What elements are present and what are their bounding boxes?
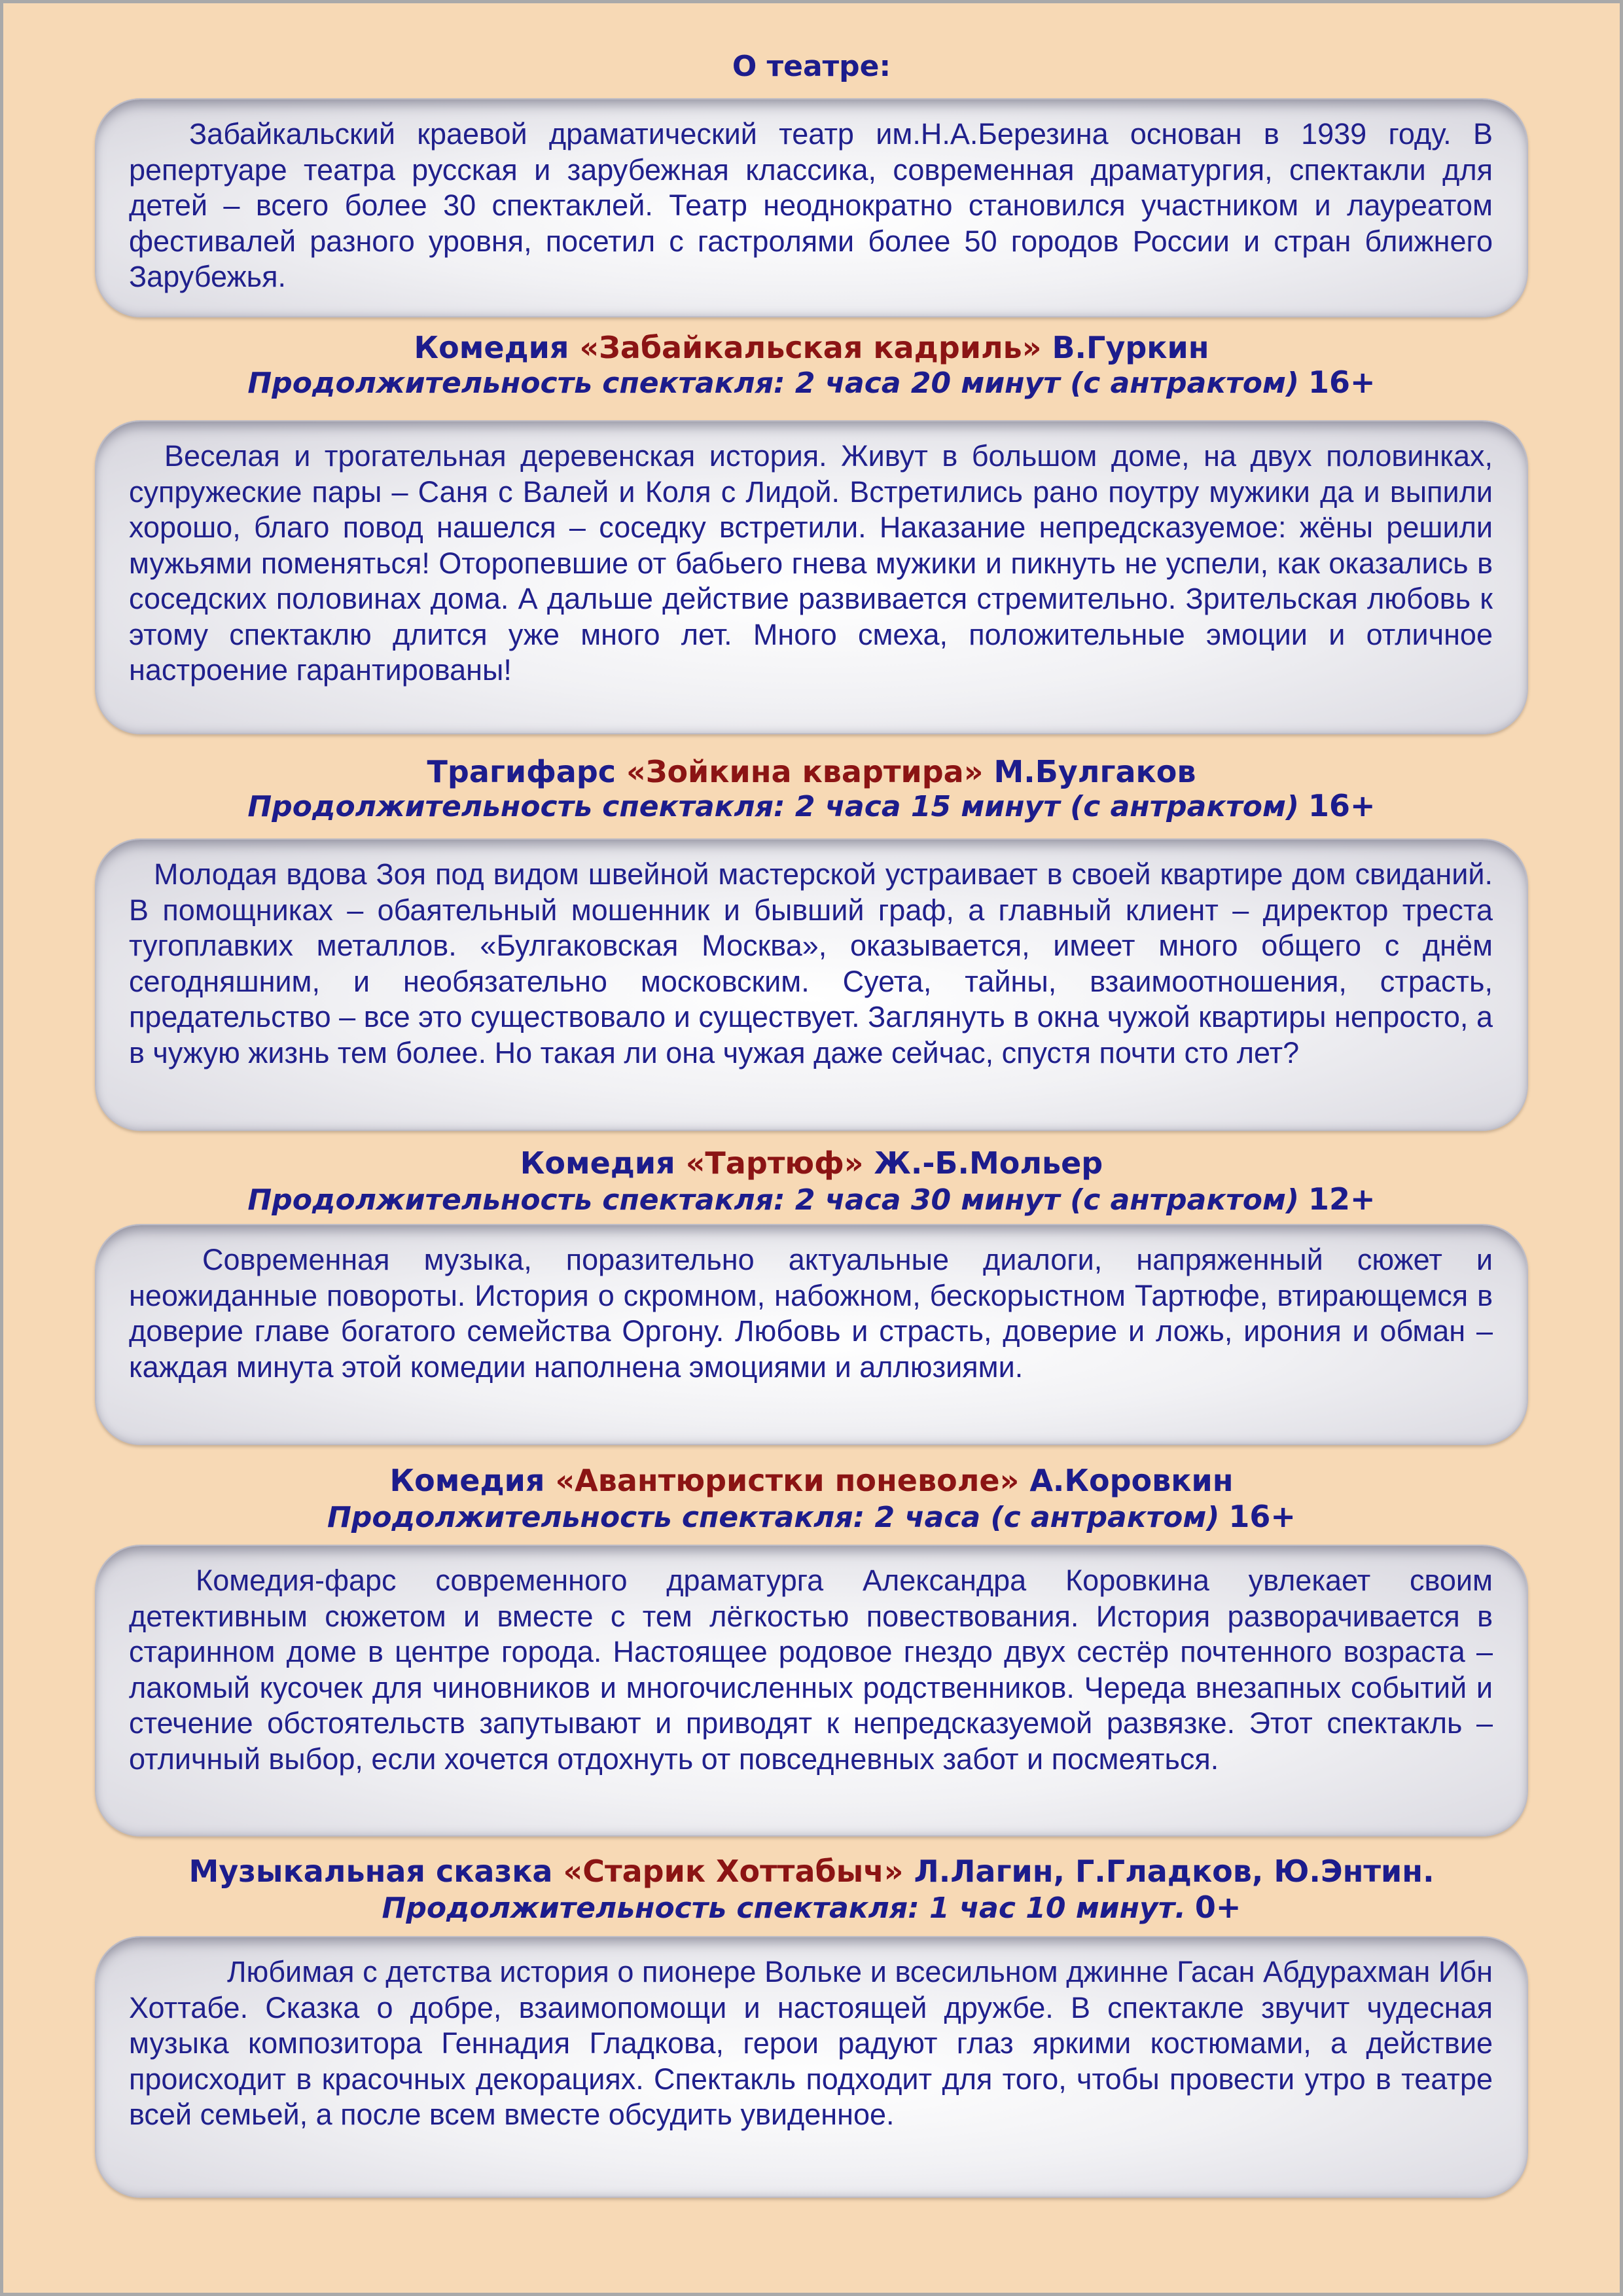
performance-age-rating: 0+ — [1194, 1890, 1241, 1925]
performance-title: «Тартюф» — [685, 1145, 864, 1181]
performance-description: Веселая и трогательная деревенская история. Живут в большом доме, на двух половинках, супружеские пары – Саня с Валей и Коля с Лидой. Встретились рано поутру мужики да и выпили хорошо, благо повод нашелся – соседку встретили. Наказание непредсказуемое: жёны решили мужьями поменяться! Оторопевшие от бабьего гнева мужики и пикнуть не успели, как оказались в соседских половинах дома. А дальше действие развивается стремительно. Зрительская любовь к этому спектаклю длится уже много лет. Много смеха, положительные эмоции и отличное настроение гарантированы! — [129, 439, 1493, 687]
about-panel — [95, 98, 1528, 317]
performance-description-panel — [95, 1224, 1528, 1445]
performance-title: «Старик Хоттабыч» — [563, 1854, 904, 1889]
performance-heading — [0, 753, 1623, 790]
performance-title: «Авантюристки поневоле» — [555, 1463, 1020, 1498]
performance-duration-line — [0, 1181, 1623, 1218]
performance-author: Л.Лагин, Г.Гладков, Ю.Энтин. — [914, 1854, 1435, 1889]
performance-description: Любимая с детства история о пионере Вольке и всесильном джинне Гасан Абдурахман Ибн Хоттабе. Сказка о добре, взаимопомощи и настоящей дружбе. В спектакле звучит чудесная музыка композитора Геннадия Гладкова, герои радуют глаз яркими костюмами, а действие происходит в красочных декорациях. Спектакль подходит для того, чтобы провести утро в театре всей семьей, а после всем вместе обсудить увиденное. — [129, 1955, 1493, 2131]
performance-author: Ж.-Б.Мольер — [874, 1145, 1103, 1181]
performance-title: «Забайкальская кадриль» — [579, 330, 1042, 365]
performance-description: Современная музыка, поразительно актуальные диалоги, напряженный сюжет и неожиданные повороты. История о скромном, набожном, бескорыстном Тартюфе, втирающемся в доверие главе богатого семейства Оргону. Любовь и страсть, доверие и ложь, ирония и обман – каждая минута этой комедии наполнена эмоциями и аллюзиями. — [129, 1243, 1493, 1384]
performance-age-rating: 12+ — [1308, 1181, 1376, 1217]
performance-duration: Продолжительность спектакля: 2 часа (с антрактом) — [327, 1501, 1220, 1534]
about-heading — [0, 48, 1623, 85]
performance-heading — [0, 1853, 1623, 1890]
performance-age-rating: 16+ — [1228, 1499, 1296, 1534]
about-text: Забайкальский краевой драматический театр им.Н.А.Березина основан в 1939 году. В репертуаре театра русская и зарубежная классика, современная драматургия, спектакли для детей – всего более 30 спектаклей. Театр неоднократно становился участником и лауреатом фестивалей разного уровня, посетил с гастролями более 50 городов России и стран ближнего Зарубежья. — [129, 117, 1493, 293]
performance-heading — [0, 329, 1623, 366]
performance-author: А.Коровкин — [1029, 1463, 1234, 1498]
performance-duration: Продолжительность спектакля: 2 часа 30 минут (с антрактом) — [247, 1183, 1300, 1217]
performance-genre: Трагифарс — [427, 754, 616, 789]
performance-description-panel — [95, 420, 1528, 734]
performance-duration: Продолжительность спектакля: 2 часа 20 минут (с антрактом) — [247, 367, 1300, 400]
about-heading-text: О театре: — [732, 50, 891, 83]
performance-age-rating: 16+ — [1308, 788, 1376, 823]
performance-genre: Комедия — [414, 330, 569, 365]
performance-description-panel — [95, 1936, 1528, 2198]
performance-description: Комедия-фарс современного драматурга Александра Коровкина увлекает своим детективным сюжетом и вместе с тем лёгкостью повествования. История разворачивается в старинном доме в центре города. Настоящее родовое гнездо двух сестёр почтенного возраста – лакомый кусочек для чиновников и многочисленных родственников. Череда внезапных событий и стечение обстоятельств запутывают и приводят к непредсказуемой развязке. Этот спектакль – отличный выбор, если хочется отдохнуть от повседневных забот и посмеяться. — [129, 1564, 1493, 1776]
performance-author: В.Гуркин — [1052, 330, 1209, 365]
performance-duration: Продолжительность спектакля: 2 часа 15 минут (с антрактом) — [247, 790, 1300, 823]
performance-description-panel — [95, 838, 1528, 1131]
performance-genre: Комедия — [520, 1145, 675, 1181]
performance-genre: Музыкальная сказка — [188, 1854, 553, 1889]
performance-duration-line — [0, 1890, 1623, 1926]
performance-duration-line — [0, 1499, 1623, 1535]
performance-description-panel — [95, 1545, 1528, 1837]
performance-heading — [0, 1462, 1623, 1499]
performance-description: Молодая вдова Зоя под видом швейной мастерской устраивает в своей квартире дом свиданий. В помощниках – обаятельный мошенник и бывший граф, а главный клиент – директор треста тугоплавких металлов. «Булгаковская Москва», оказывается, имеет много общего с днём сегодняшним, и необязательно московским. Суета, тайны, взаимоотношения, страсть, предательство – все это существовало и существует. Заглянуть в окна чужой квартиры непросто, а в чужую жизнь тем более. Но такая ли она чужая даже сейчас, спустя почти сто лет? — [129, 857, 1493, 1069]
performance-duration: Продолжительность спектакля: 1 час 10 минут. — [382, 1892, 1186, 1925]
performance-duration-line — [0, 788, 1623, 825]
performance-heading — [0, 1145, 1623, 1181]
performance-age-rating: 16+ — [1308, 365, 1376, 400]
performance-genre: Комедия — [389, 1463, 545, 1498]
performance-title: «Зойкина квартира» — [626, 754, 984, 789]
performance-author: М.Булгаков — [993, 754, 1196, 789]
performance-duration-line — [0, 365, 1623, 401]
